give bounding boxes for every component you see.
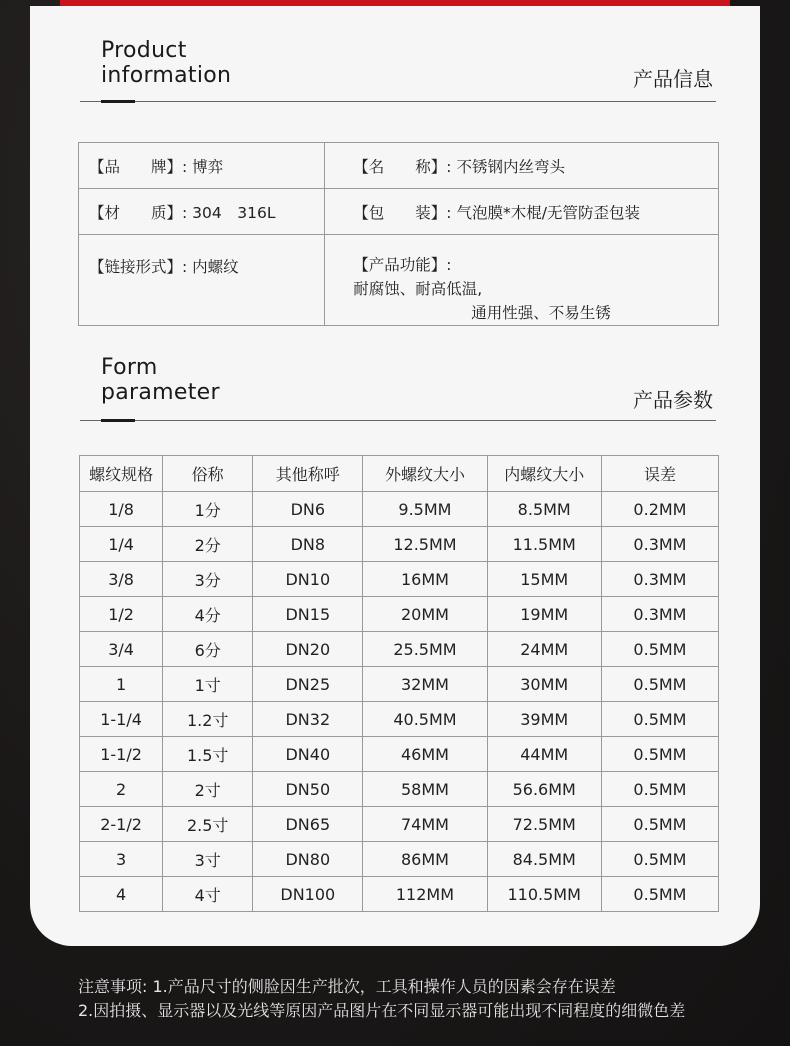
table-cell: 0.2MM (601, 492, 718, 527)
table-cell: DN32 (253, 702, 363, 737)
table-cell: 110.5MM (487, 877, 601, 912)
table-cell: 3分 (163, 562, 253, 597)
table-cell: 40.5MM (363, 702, 487, 737)
form-param-title-cn: 产品参数 (633, 388, 713, 412)
column-header: 外螺纹大小 (363, 456, 487, 492)
table-cell: 4 (80, 877, 163, 912)
table-cell: DN20 (253, 632, 363, 667)
table-row (80, 527, 719, 562)
table-cell: 19MM (487, 597, 601, 632)
table-cell: 2分 (163, 527, 253, 562)
table-header-row (80, 456, 719, 492)
notes (78, 975, 685, 1023)
product-info-title-en (101, 38, 231, 88)
table-cell: 112MM (363, 877, 487, 912)
table-row (80, 772, 719, 807)
table-row (80, 807, 719, 842)
table-cell: DN65 (253, 807, 363, 842)
table-cell: 1/4 (80, 527, 163, 562)
info-cell: 【名 称】: 不锈钢内丝弯头 (325, 143, 719, 189)
table-cell: 56.6MM (487, 772, 601, 807)
table-cell: 25.5MM (363, 632, 487, 667)
table-cell: 4寸 (163, 877, 253, 912)
table-row (80, 492, 719, 527)
table-cell: 1/2 (80, 597, 163, 632)
table-cell: 1 (80, 667, 163, 702)
table-cell: DN100 (253, 877, 363, 912)
table-cell: DN8 (253, 527, 363, 562)
table-cell: 1-1/2 (80, 737, 163, 772)
table-cell: 74MM (363, 807, 487, 842)
title-en-line1: Product (101, 38, 187, 63)
table-cell: DN6 (253, 492, 363, 527)
table-cell: 1.2寸 (163, 702, 253, 737)
table-cell: DN80 (253, 842, 363, 877)
table-cell: 11.5MM (487, 527, 601, 562)
table-cell: 8.5MM (487, 492, 601, 527)
info-cell: 【链接形式】: 内螺纹 (79, 235, 325, 326)
title-en-line2: information (101, 63, 232, 88)
divider (80, 101, 716, 102)
note-line: 2.因拍摄、显示器以及光线等原因产品图片在不同显示器可能出现不同程度的细微色差 (78, 1001, 686, 1020)
table-row (80, 702, 719, 737)
table-row (80, 877, 719, 912)
table-row (80, 597, 719, 632)
table-row (80, 562, 719, 597)
table-row (80, 737, 719, 772)
product-info-title-cn: 产品信息 (633, 67, 713, 91)
table-cell: 4分 (163, 597, 253, 632)
title-en-line2: parameter (101, 380, 220, 405)
table-cell: 1分 (163, 492, 253, 527)
table-cell: 3 (80, 842, 163, 877)
table-cell: 0.5MM (601, 842, 718, 877)
table-cell: DN15 (253, 597, 363, 632)
table-cell: 2.5寸 (163, 807, 253, 842)
table-cell: 0.3MM (601, 562, 718, 597)
table-cell: 1-1/4 (80, 702, 163, 737)
column-header: 螺纹规格 (80, 456, 163, 492)
title-en-line1: Form (101, 355, 158, 380)
column-header: 其他称呼 (253, 456, 363, 492)
table-cell: 0.5MM (601, 877, 718, 912)
table-cell: 44MM (487, 737, 601, 772)
table-cell: 72.5MM (487, 807, 601, 842)
table-cell: 20MM (363, 597, 487, 632)
table-cell: 1寸 (163, 667, 253, 702)
form-param-title-en (101, 355, 220, 405)
table-cell: 3/4 (80, 632, 163, 667)
table-cell: 84.5MM (487, 842, 601, 877)
table-cell: 15MM (487, 562, 601, 597)
product-info-table (78, 142, 719, 326)
table-cell: DN10 (253, 562, 363, 597)
table-cell: 0.5MM (601, 632, 718, 667)
table-cell: 1.5寸 (163, 737, 253, 772)
info-cell: 【产品功能】: 耐腐蚀、耐高低温, 通用性强、不易生锈 (325, 235, 719, 326)
table-cell: 86MM (363, 842, 487, 877)
table-cell: 0.3MM (601, 527, 718, 562)
divider-accent (101, 100, 135, 103)
table-cell: 0.5MM (601, 702, 718, 737)
table-cell: 32MM (363, 667, 487, 702)
info-cell: 【材 质】: 304 316L (79, 189, 325, 235)
table-cell: 12.5MM (363, 527, 487, 562)
info-cell: 【包 装】: 气泡膜*木棍/无管防歪包装 (325, 189, 719, 235)
column-header: 俗称 (163, 456, 253, 492)
table-row (80, 842, 719, 877)
column-header: 误差 (601, 456, 718, 492)
parameter-table (79, 455, 719, 912)
table-cell: 2-1/2 (80, 807, 163, 842)
table-cell: 24MM (487, 632, 601, 667)
table-cell: 3/8 (80, 562, 163, 597)
table-cell: DN40 (253, 737, 363, 772)
table-cell: 30MM (487, 667, 601, 702)
table-cell: DN50 (253, 772, 363, 807)
table-cell: DN25 (253, 667, 363, 702)
divider (80, 420, 716, 421)
table-cell: 0.5MM (601, 667, 718, 702)
info-cell: 【品 牌】: 博弈 (79, 143, 325, 189)
table-cell: 0.5MM (601, 737, 718, 772)
table-cell: 58MM (363, 772, 487, 807)
table-cell: 3寸 (163, 842, 253, 877)
table-cell: 2 (80, 772, 163, 807)
column-header: 内螺纹大小 (487, 456, 601, 492)
table-row (80, 667, 719, 702)
table-cell: 0.5MM (601, 772, 718, 807)
table-row (80, 632, 719, 667)
table-cell: 1/8 (80, 492, 163, 527)
table-cell: 39MM (487, 702, 601, 737)
divider-accent (101, 419, 135, 422)
table-cell: 16MM (363, 562, 487, 597)
table-cell: 0.5MM (601, 807, 718, 842)
note-line: 注意事项: 1.产品尺寸的侧脸因生产批次，工具和操作人员的因素会存在误差 (78, 977, 616, 996)
table-cell: 0.3MM (601, 597, 718, 632)
table-cell: 2寸 (163, 772, 253, 807)
table-cell: 46MM (363, 737, 487, 772)
table-cell: 6分 (163, 632, 253, 667)
table-cell: 9.5MM (363, 492, 487, 527)
